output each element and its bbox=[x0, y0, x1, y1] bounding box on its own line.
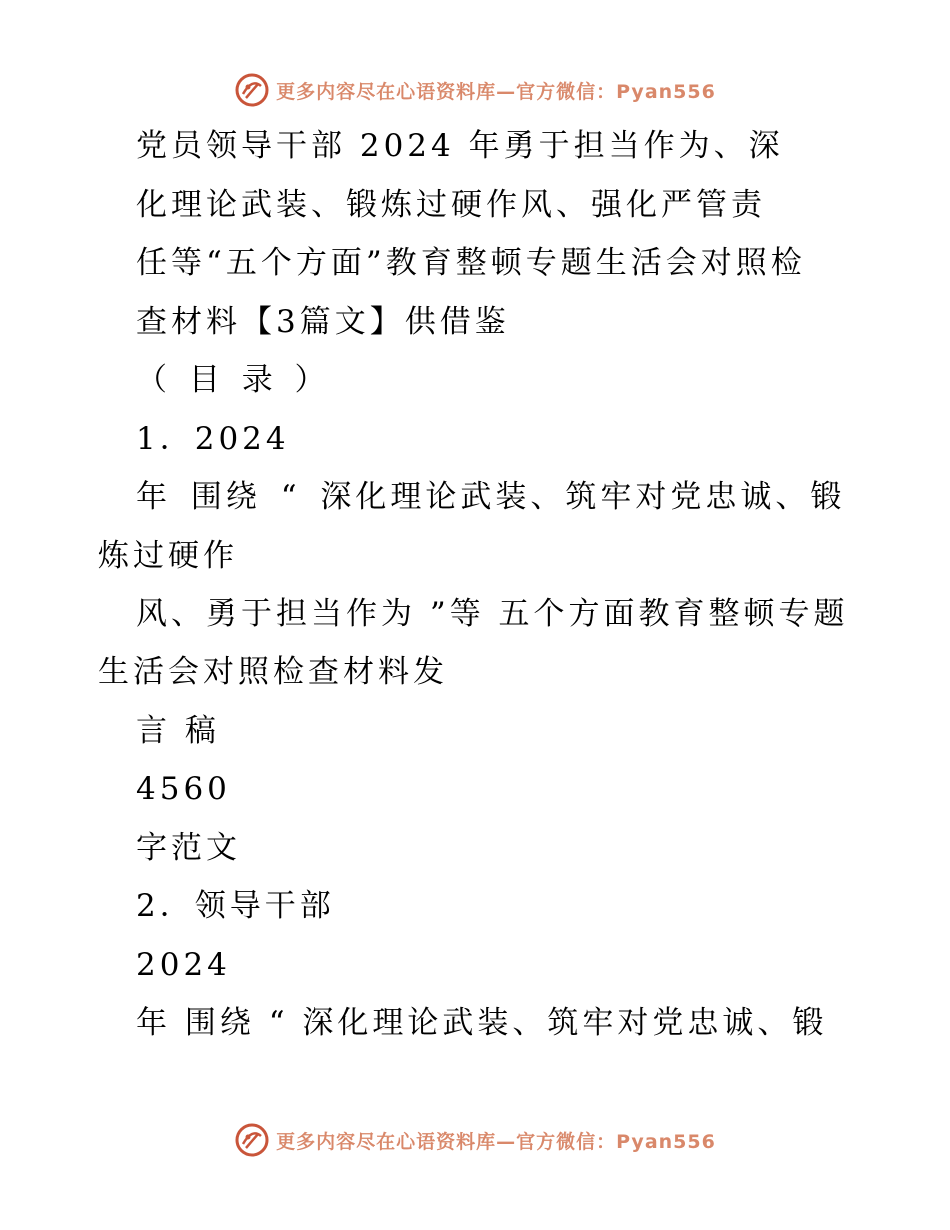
title-line-1: 党员领导干部 2024 年勇于担当作为、深 bbox=[136, 128, 784, 164]
header-watermark bbox=[0, 70, 950, 110]
watermark-text: 更多内容尽在心语资料库—官方微信：Pyan556 bbox=[276, 80, 716, 103]
toc-item-1-word-count: 4560 bbox=[136, 771, 231, 807]
toc-item-2-number: 2．领导干部 bbox=[136, 888, 335, 924]
watermark-logo-icon bbox=[234, 1122, 270, 1158]
toc-item-1-line-4: 生活会对照检查材料发 bbox=[98, 654, 448, 690]
toc-item-1-line-6: 字范文 bbox=[136, 830, 241, 866]
toc-item-2-line-1: 年 围绕 “ 深化理论武装、筑牢对党忠诚、锻 bbox=[136, 1005, 828, 1041]
title-line-4: 查材料【3篇文】供借鉴 bbox=[136, 304, 510, 340]
toc-item-2-year: 2024 bbox=[136, 947, 231, 983]
footer-watermark bbox=[0, 1120, 950, 1160]
toc-item-1-line-5: 言 稿 bbox=[136, 713, 220, 749]
toc-item-1-line-1: 年 围绕 “ 深化理论武装、筑牢对党忠诚、锻 bbox=[136, 479, 846, 515]
watermark-text: 更多内容尽在心语资料库—官方微信：Pyan556 bbox=[276, 1130, 716, 1153]
toc-item-1-line-2: 炼过硬作 bbox=[98, 538, 238, 574]
watermark-logo-icon bbox=[234, 72, 270, 108]
title-line-3: 任等“五个方面”教育整顿专题生活会对照检 bbox=[136, 245, 806, 281]
toc-heading: （ 目 录 ） bbox=[136, 362, 332, 398]
title-line-2: 化理论武装、锻炼过硬作风、强化严管责 bbox=[136, 187, 766, 223]
toc-item-1-line-3: 风、勇于担当作为 ”等 五个方面教育整顿专题 bbox=[136, 596, 849, 632]
toc-item-1-number: 1．2024 bbox=[136, 421, 290, 457]
